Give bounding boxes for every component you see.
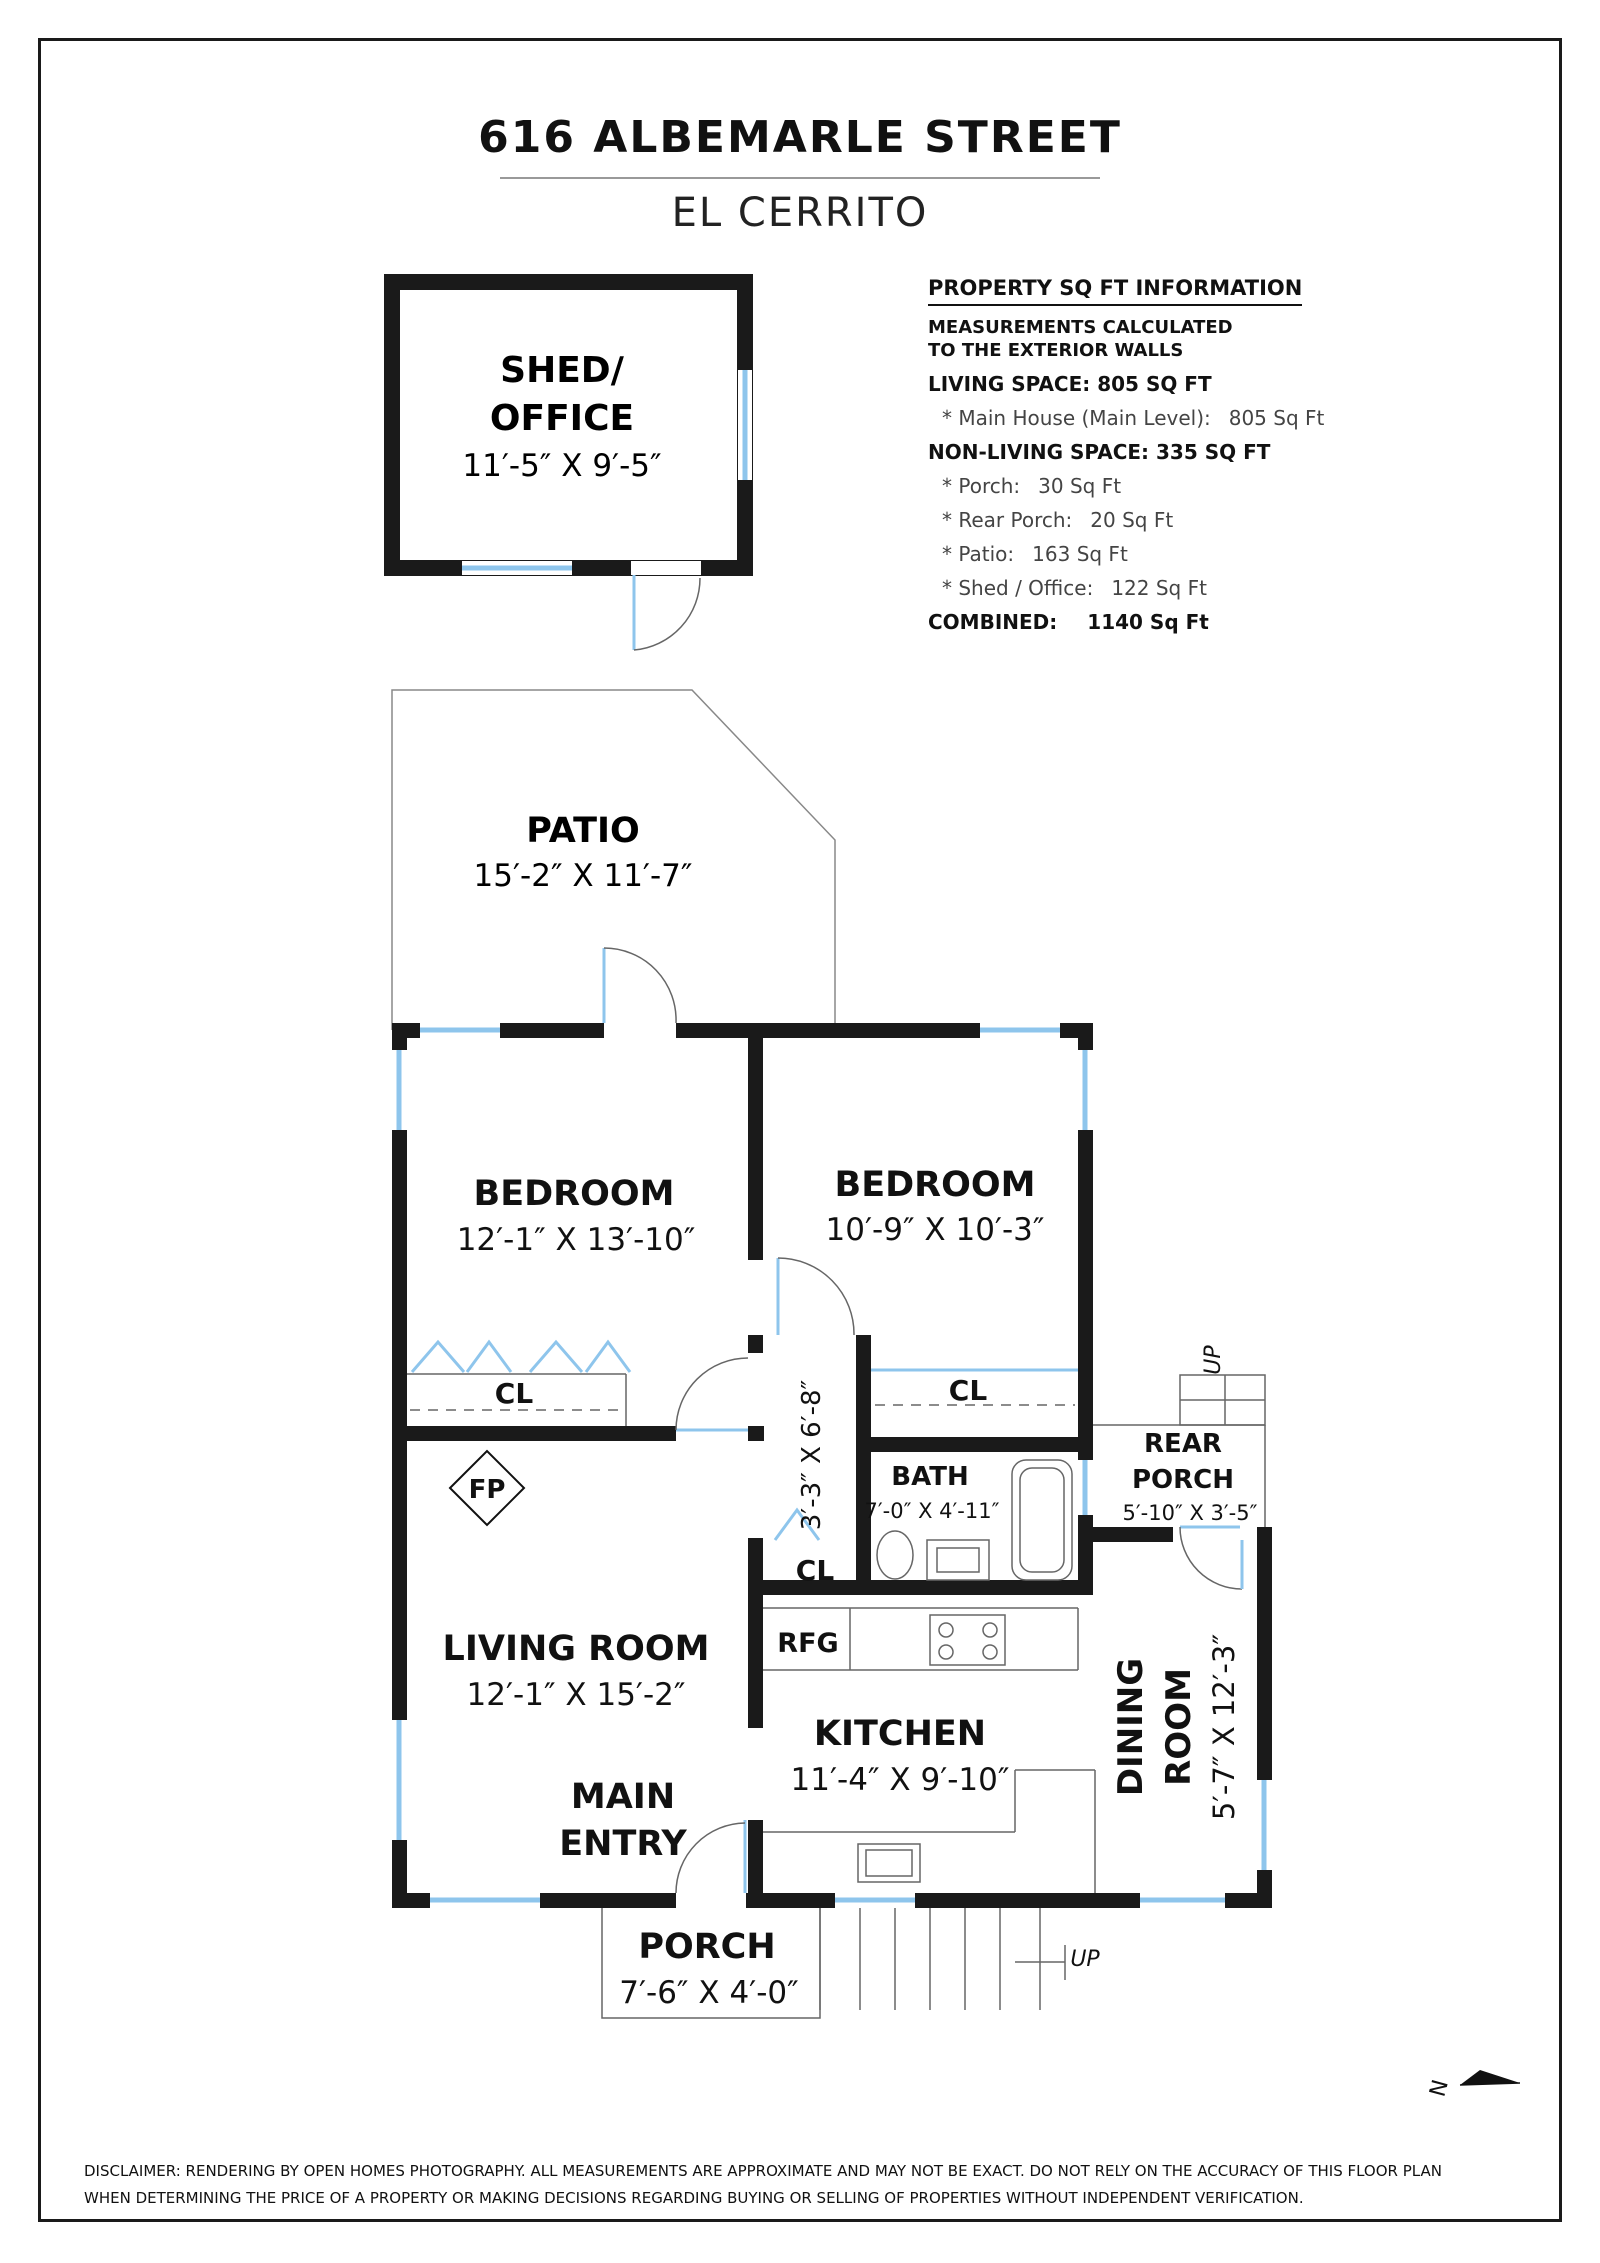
shed-label: SHED/ <box>500 350 624 391</box>
bath-dims: 7′-0″ X 4′-11″ <box>864 1499 1000 1523</box>
fireplace-label: FP <box>468 1475 506 1505</box>
shed-dims: 11′-5″ X 9′-5″ <box>462 448 662 484</box>
disclaimer-line: DISCLAIMER: RENDERING BY OPEN HOMES PHOTOGRAPHY. ALL MEASUREMENTS ARE APPROXIMATE AND MAY NOT BE EXACT. DO NOT RELY ON THE ACCURACY OF THIS FLOOR PLAN <box>84 2162 1442 2180</box>
dining-label: DINING <box>1111 1657 1151 1797</box>
closet2-label: CL <box>948 1374 988 1407</box>
porch-label: PORCH <box>638 1927 776 1967</box>
nonliving-space-total: NON-LIVING SPACE: 335 SQ FT <box>928 440 1271 464</box>
shed-label: OFFICE <box>489 398 635 439</box>
patio <box>392 690 835 1030</box>
living-space-total: LIVING SPACE: 805 SQ FT <box>928 372 1212 396</box>
disclaimer-line: WHEN DETERMINING THE PRICE OF A PROPERTY OR MAKING DECISIONS REGARDING BUYING OR SELLING OF PROPERTIES WITHOUT INDEPENDENT VERIFICATION. <box>84 2189 1304 2207</box>
dining-label: ROOM <box>1159 1668 1199 1786</box>
front-stairs-up-label: UP <box>1070 1947 1100 1972</box>
sqft-info-heading: PROPERTY SQ FT INFORMATION <box>928 276 1302 306</box>
bedroom1-label: BEDROOM <box>473 1174 675 1214</box>
living-room-label: LIVING ROOM <box>442 1629 710 1669</box>
hall-dims: 3′-3″ X 6′-8″ <box>797 1379 827 1531</box>
rear-porch-dims: 5′-10″ X 3′-5″ <box>1122 1501 1258 1525</box>
porch-dims: 7′-6″ X 4′-0″ <box>619 1975 799 2011</box>
patio-label: PATIO <box>526 811 640 851</box>
north-arrow-label: N <box>1425 2077 1454 2100</box>
main-entry-label: MAIN <box>570 1777 676 1817</box>
nonliving-item: * Patio: 163 Sq Ft <box>942 542 1128 566</box>
patio-dims: 15′-2″ X 11′-7″ <box>473 858 693 894</box>
closet1-label: CL <box>494 1377 534 1410</box>
shed-office <box>392 282 752 650</box>
dining-dims: 5′-7″ X 12′-3″ <box>1207 1633 1241 1821</box>
living-item: * Main House (Main Level): 805 Sq Ft <box>942 406 1325 430</box>
main-entry-label: ENTRY <box>559 1824 687 1864</box>
nonliving-item: * Rear Porch: 20 Sq Ft <box>942 508 1174 532</box>
living-room-dims: 12′-1″ X 15′-2″ <box>466 1677 686 1713</box>
bedroom2-dims: 10′-9″ X 10′-3″ <box>825 1212 1045 1248</box>
disclaimer <box>84 2158 1524 2212</box>
combined-total: COMBINED: 1140 Sq Ft <box>928 610 1209 634</box>
kitchen-dims: 11′-4″ X 9′-10″ <box>790 1762 1010 1798</box>
page-subtitle: EL CERRITO <box>671 190 929 236</box>
bedroom1-dims: 12′-1″ X 13′-10″ <box>456 1222 696 1258</box>
kitchen-label: KITCHEN <box>813 1714 987 1754</box>
bath-label: BATH <box>891 1462 969 1492</box>
rear-porch-label: REAR <box>1144 1429 1222 1459</box>
closet3-label: CL <box>795 1554 835 1587</box>
room-labels <box>443 1165 1454 2100</box>
measurement-note: MEASUREMENTS CALCULATED TO THE EXTERIOR WALLS <box>928 317 1233 361</box>
rear-stairs-up-label: UP <box>1201 1345 1226 1375</box>
page-title: 616 ALBEMARLE STREET <box>478 112 1122 163</box>
rear-porch-label: PORCH <box>1131 1465 1235 1495</box>
bedroom2-label: BEDROOM <box>834 1165 1036 1205</box>
refrigerator-label: RFG <box>777 1628 839 1659</box>
nonliving-item: * Shed / Office: 122 Sq Ft <box>942 576 1207 600</box>
nonliving-item: * Porch: 30 Sq Ft <box>942 474 1122 498</box>
